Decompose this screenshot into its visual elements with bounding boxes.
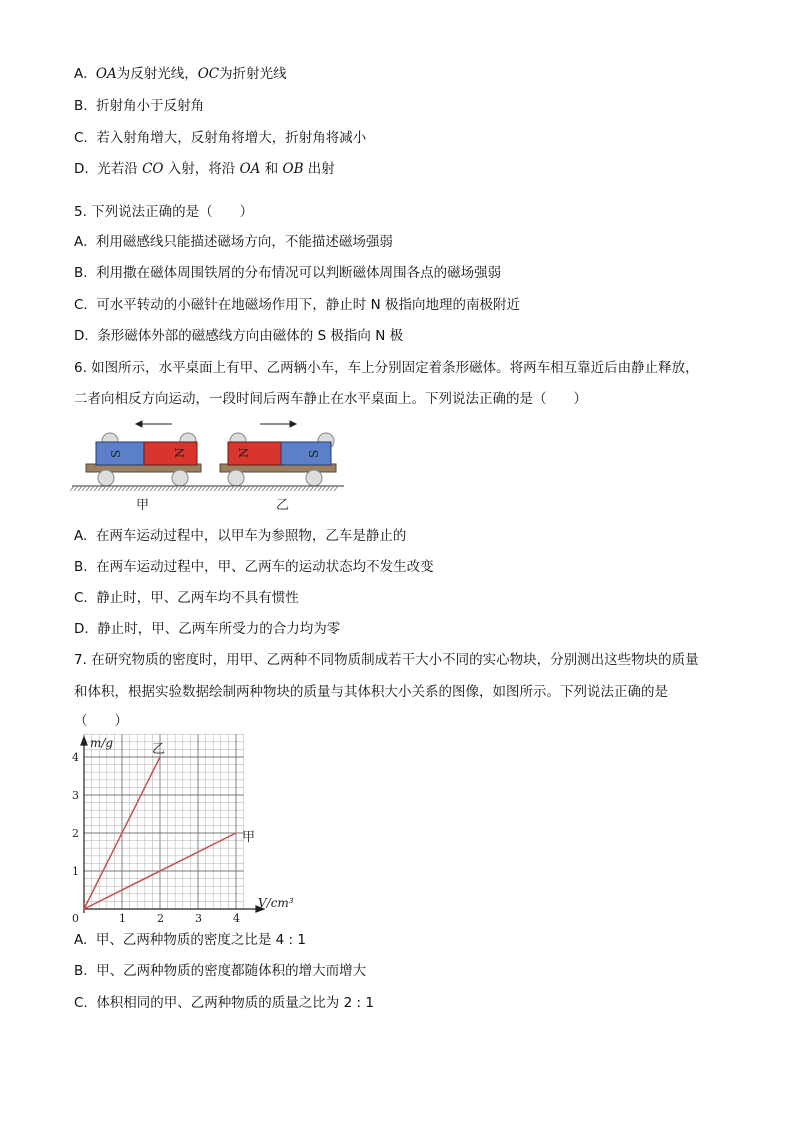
q4-option-b: B. 折射角小于反射角 xyxy=(74,98,205,114)
series-label-1: 甲 xyxy=(242,830,256,845)
x-tick-label: 2 xyxy=(157,912,164,925)
q4-option-c: C. 若入射角增大，反射角将增大，折射角将减小 xyxy=(74,130,367,146)
q7-option-a: A. 甲、乙两种物质的密度之比是 4 : 1 xyxy=(74,932,306,948)
right-magnet-s: S xyxy=(307,449,321,458)
x-tick-label: 1 xyxy=(119,912,126,925)
cart-right xyxy=(220,433,336,486)
cart-left xyxy=(86,433,201,486)
x-tick-label: 3 xyxy=(195,912,202,925)
q7-stem-line2: 和体积，根据实验数据绘制两种物块的质量与其体积大小关系的图像，如图所示。下列说法正确的是 xyxy=(74,684,668,700)
q5-stem: 5. 下列说法正确的是（ ） xyxy=(74,204,254,220)
x-axis-label: V/cm³ xyxy=(258,896,294,910)
q6-option-d: D. 静止时，甲、乙两车所受力的合力均为零 xyxy=(74,621,341,637)
q6-option-c: C. 静止时，甲、乙两车均不具有惯性 xyxy=(74,590,299,606)
cart-left-label: 甲 xyxy=(136,498,150,513)
q7-option-b: B. 甲、乙两种物质的密度都随体积的增大而增大 xyxy=(74,963,367,979)
q5-option-d: D. 条形磁体外部的磁感线方向由磁体的 S 极指向 N 极 xyxy=(74,328,404,344)
x-tick-label: 0 xyxy=(72,912,79,925)
q5-option-b: B. 利用撒在磁体周围铁屑的分布情况可以判断磁体周围各点的磁场强弱 xyxy=(74,265,502,281)
q7-mass-volume-chart xyxy=(60,733,300,925)
x-tick-label: 4 xyxy=(233,912,240,925)
q6-stem-line2: 二者向相反方向运动，一段时间后两车静止在水平桌面上。下列说法正确的是（ ） xyxy=(74,391,587,407)
q4-option-d: D. 光若沿 CO 入射，将沿 OA 和 OB 出射 xyxy=(74,161,335,177)
right-arrow xyxy=(260,421,296,427)
left-arrow xyxy=(136,421,172,427)
y-tick-label: 2 xyxy=(72,827,79,840)
cart-right-label: 乙 xyxy=(276,498,290,513)
q6-stem-line1: 6. 如图所示，水平桌面上有甲、乙两辆小车，车上分别固定着条形磁体。将两车相互靠近后由静止释放， xyxy=(74,360,699,376)
y-tick-label: 4 xyxy=(72,751,79,764)
right-magnet-n: N xyxy=(237,447,251,458)
left-magnet-s: S xyxy=(109,449,123,458)
left-magnet-n: N xyxy=(173,447,187,458)
q7-stem-line3: （ ） xyxy=(74,713,128,729)
q6-carts-figure xyxy=(70,418,350,518)
series-label-0: 乙 xyxy=(152,742,166,757)
q4-option-a: A. OA为反射光线，OC为折射光线 xyxy=(74,66,287,82)
y-tick-label: 1 xyxy=(72,865,79,878)
y-tick-label: 3 xyxy=(72,789,79,802)
q7-stem-line1: 7. 在研究物质的密度时，用甲、乙两种不同物质制成若干大小不同的实心物块，分别测出这些物块的质量 xyxy=(74,652,699,668)
q7-option-c: C. 体积相同的甲、乙两种物质的质量之比为 2 : 1 xyxy=(74,995,374,1011)
q5-option-a: A. 利用磁感线只能描述磁场方向，不能描述磁场强弱 xyxy=(74,234,393,250)
ground xyxy=(70,486,344,491)
y-axis-label: m/g xyxy=(90,736,114,750)
q5-option-c: C. 可水平转动的小磁针在地磁场作用下，静止时 N 极指向地理的南极附近 xyxy=(74,297,520,313)
q6-option-b: B. 在两车运动过程中，甲、乙两车的运动状态均不发生改变 xyxy=(74,559,434,575)
q6-option-a: A. 在两车运动过程中，以甲车为参照物，乙车是静止的 xyxy=(74,528,407,544)
